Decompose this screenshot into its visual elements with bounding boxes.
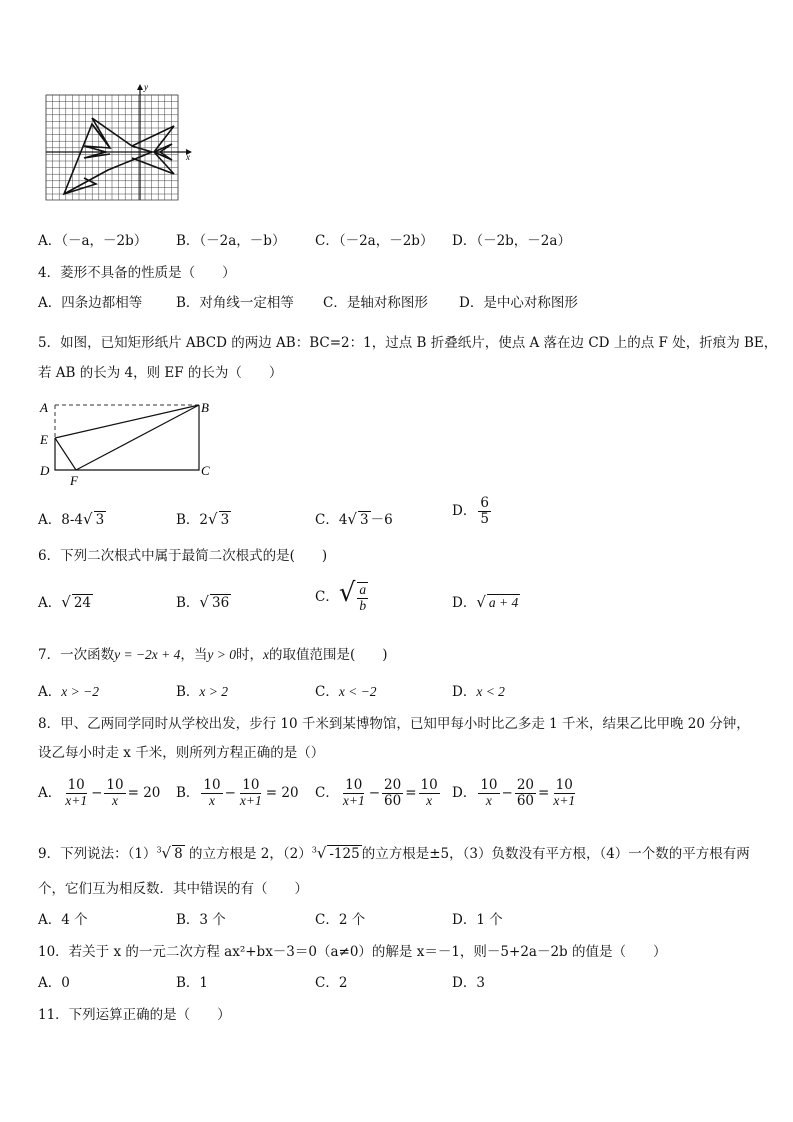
q6-stem: 6．下列二次根式中属于最简二次根式的是( ) xyxy=(38,548,328,564)
q8-option-b[interactable]: B． $\frac{10}{x}$ − $\frac{10}{x+1}$ = 20 xyxy=(176,777,299,808)
point-f-label: F xyxy=(70,473,78,486)
y-axis-label: y xyxy=(144,82,148,92)
q3-option-d[interactable]: D．（－2b，－2a） xyxy=(452,233,571,249)
q7-stem: 7．一次函数y = −2x + 4，当y > 0时，x的取值范围是( ) xyxy=(38,647,388,663)
q8-option-c[interactable]: C． $\frac{10}{x+1}$ − $\frac{20}{60}$ = $\frac{10}{x}$ xyxy=(315,777,438,809)
q5-rectangle-figure xyxy=(36,398,222,486)
q3-option-b[interactable]: B．（－2a，－b） xyxy=(176,233,286,249)
q10-option-c[interactable]: C．2 xyxy=(315,975,348,991)
q9-option-a[interactable]: A．4 个 xyxy=(38,912,88,928)
q9-option-b[interactable]: B．3 个 xyxy=(176,912,226,928)
point-e-label: E xyxy=(40,432,48,447)
q4-option-a[interactable]: A．四条边都相等 xyxy=(38,295,143,311)
q3-grid-figure xyxy=(44,80,194,202)
q9-stem-line2: 个，它们互为相反数．其中错误的有（ ） xyxy=(38,881,308,897)
q10-option-b[interactable]: B．1 xyxy=(176,975,209,991)
q5-option-d[interactable]: D． $\frac{6}{5}$ xyxy=(452,495,489,527)
q7-option-c[interactable]: C．x < −2 xyxy=(315,684,377,700)
q9-option-c[interactable]: C．2 个 xyxy=(315,912,366,928)
point-c-label: C xyxy=(201,463,210,478)
q7-option-d[interactable]: D．x < 2 xyxy=(452,684,505,700)
q8-option-a[interactable]: A． $\frac{10}{x+1}$ − $\frac{10}{x}$ = 20 xyxy=(38,777,161,808)
q10-stem: 10．若关于 x 的一元二次方程 ax²+bx－3＝0（a≠0）的解是 x＝－1，则－5+2a－2b 的值是（ ） xyxy=(38,944,667,960)
q7-option-b[interactable]: B．x > 2 xyxy=(176,684,229,700)
x-axis-label: x xyxy=(186,152,190,162)
q5-stem-line2: 若 AB 的长为 4，则 EF 的长为（ ） xyxy=(38,365,283,381)
q5-option-a[interactable]: A．8-4√ 3 xyxy=(38,510,105,528)
q6-option-d[interactable]: D．√ a + 4 xyxy=(452,593,519,611)
q6-option-b[interactable]: B．√ 36 xyxy=(176,593,230,611)
q10-option-a[interactable]: A．0 xyxy=(38,975,70,991)
q8-stem-line2: 设乙每小时走 x 千米，则所列方程正确的是（） xyxy=(38,745,325,761)
q10-option-d[interactable]: D．3 xyxy=(452,975,485,991)
q6-option-c[interactable]: C．√ $\frac{a}{b}$ xyxy=(315,578,367,613)
q7-option-a[interactable]: A．x > −2 xyxy=(38,684,99,700)
q8-option-d[interactable]: D． $\frac{10}{x}$ − $\frac{20}{60}$ = $\frac{10}{x+1}$ xyxy=(452,777,576,809)
q8-stem-line1: 8．甲、乙两同学同时从学校出发，步行 10 千米到某博物馆，已知甲每小时比乙多走 1 千米，结果乙比甲晚 20 分钟， xyxy=(38,716,750,732)
point-b-label: B xyxy=(201,400,209,415)
q5-option-c[interactable]: C．4√ 3 －6 xyxy=(315,510,393,528)
q11-stem: 11．下列运算正确的是（ ） xyxy=(38,1007,231,1023)
q5-stem-line1: 5．如图，已知矩形纸片 ABCD 的两边 AB：BC=2：1，过点 B 折叠纸片，使点 A 落在边 CD 上的点 F 处，折痕为 BE， xyxy=(38,335,778,351)
q4-stem: 4．菱形不具备的性质是（ ） xyxy=(38,265,236,281)
q3-option-a[interactable]: A．（－a，－2b） xyxy=(38,233,148,249)
q4-option-b[interactable]: B．对角线一定相等 xyxy=(176,295,294,311)
q5-option-b[interactable]: B．2√ 3 xyxy=(176,510,230,528)
q3-option-c[interactable]: C．（－2a，－2b） xyxy=(315,233,434,249)
q4-option-d[interactable]: D．是中心对称图形 xyxy=(459,295,578,311)
q6-option-a[interactable]: A．√ 24 xyxy=(38,593,91,611)
q9-stem-line1: 9．下列说法：$(1)^3√$ 8 的立方根是 2，$(2)^3√$ -125 的立方根是±5，（3）负数没有平方根，（4）一个数的平方根有两 xyxy=(38,844,750,862)
q4-option-c[interactable]: C．是轴对称图形 xyxy=(323,295,428,311)
point-a-label: A xyxy=(40,400,48,415)
point-d-label: D xyxy=(40,463,50,478)
q9-option-d[interactable]: D．1 个 xyxy=(452,912,503,928)
